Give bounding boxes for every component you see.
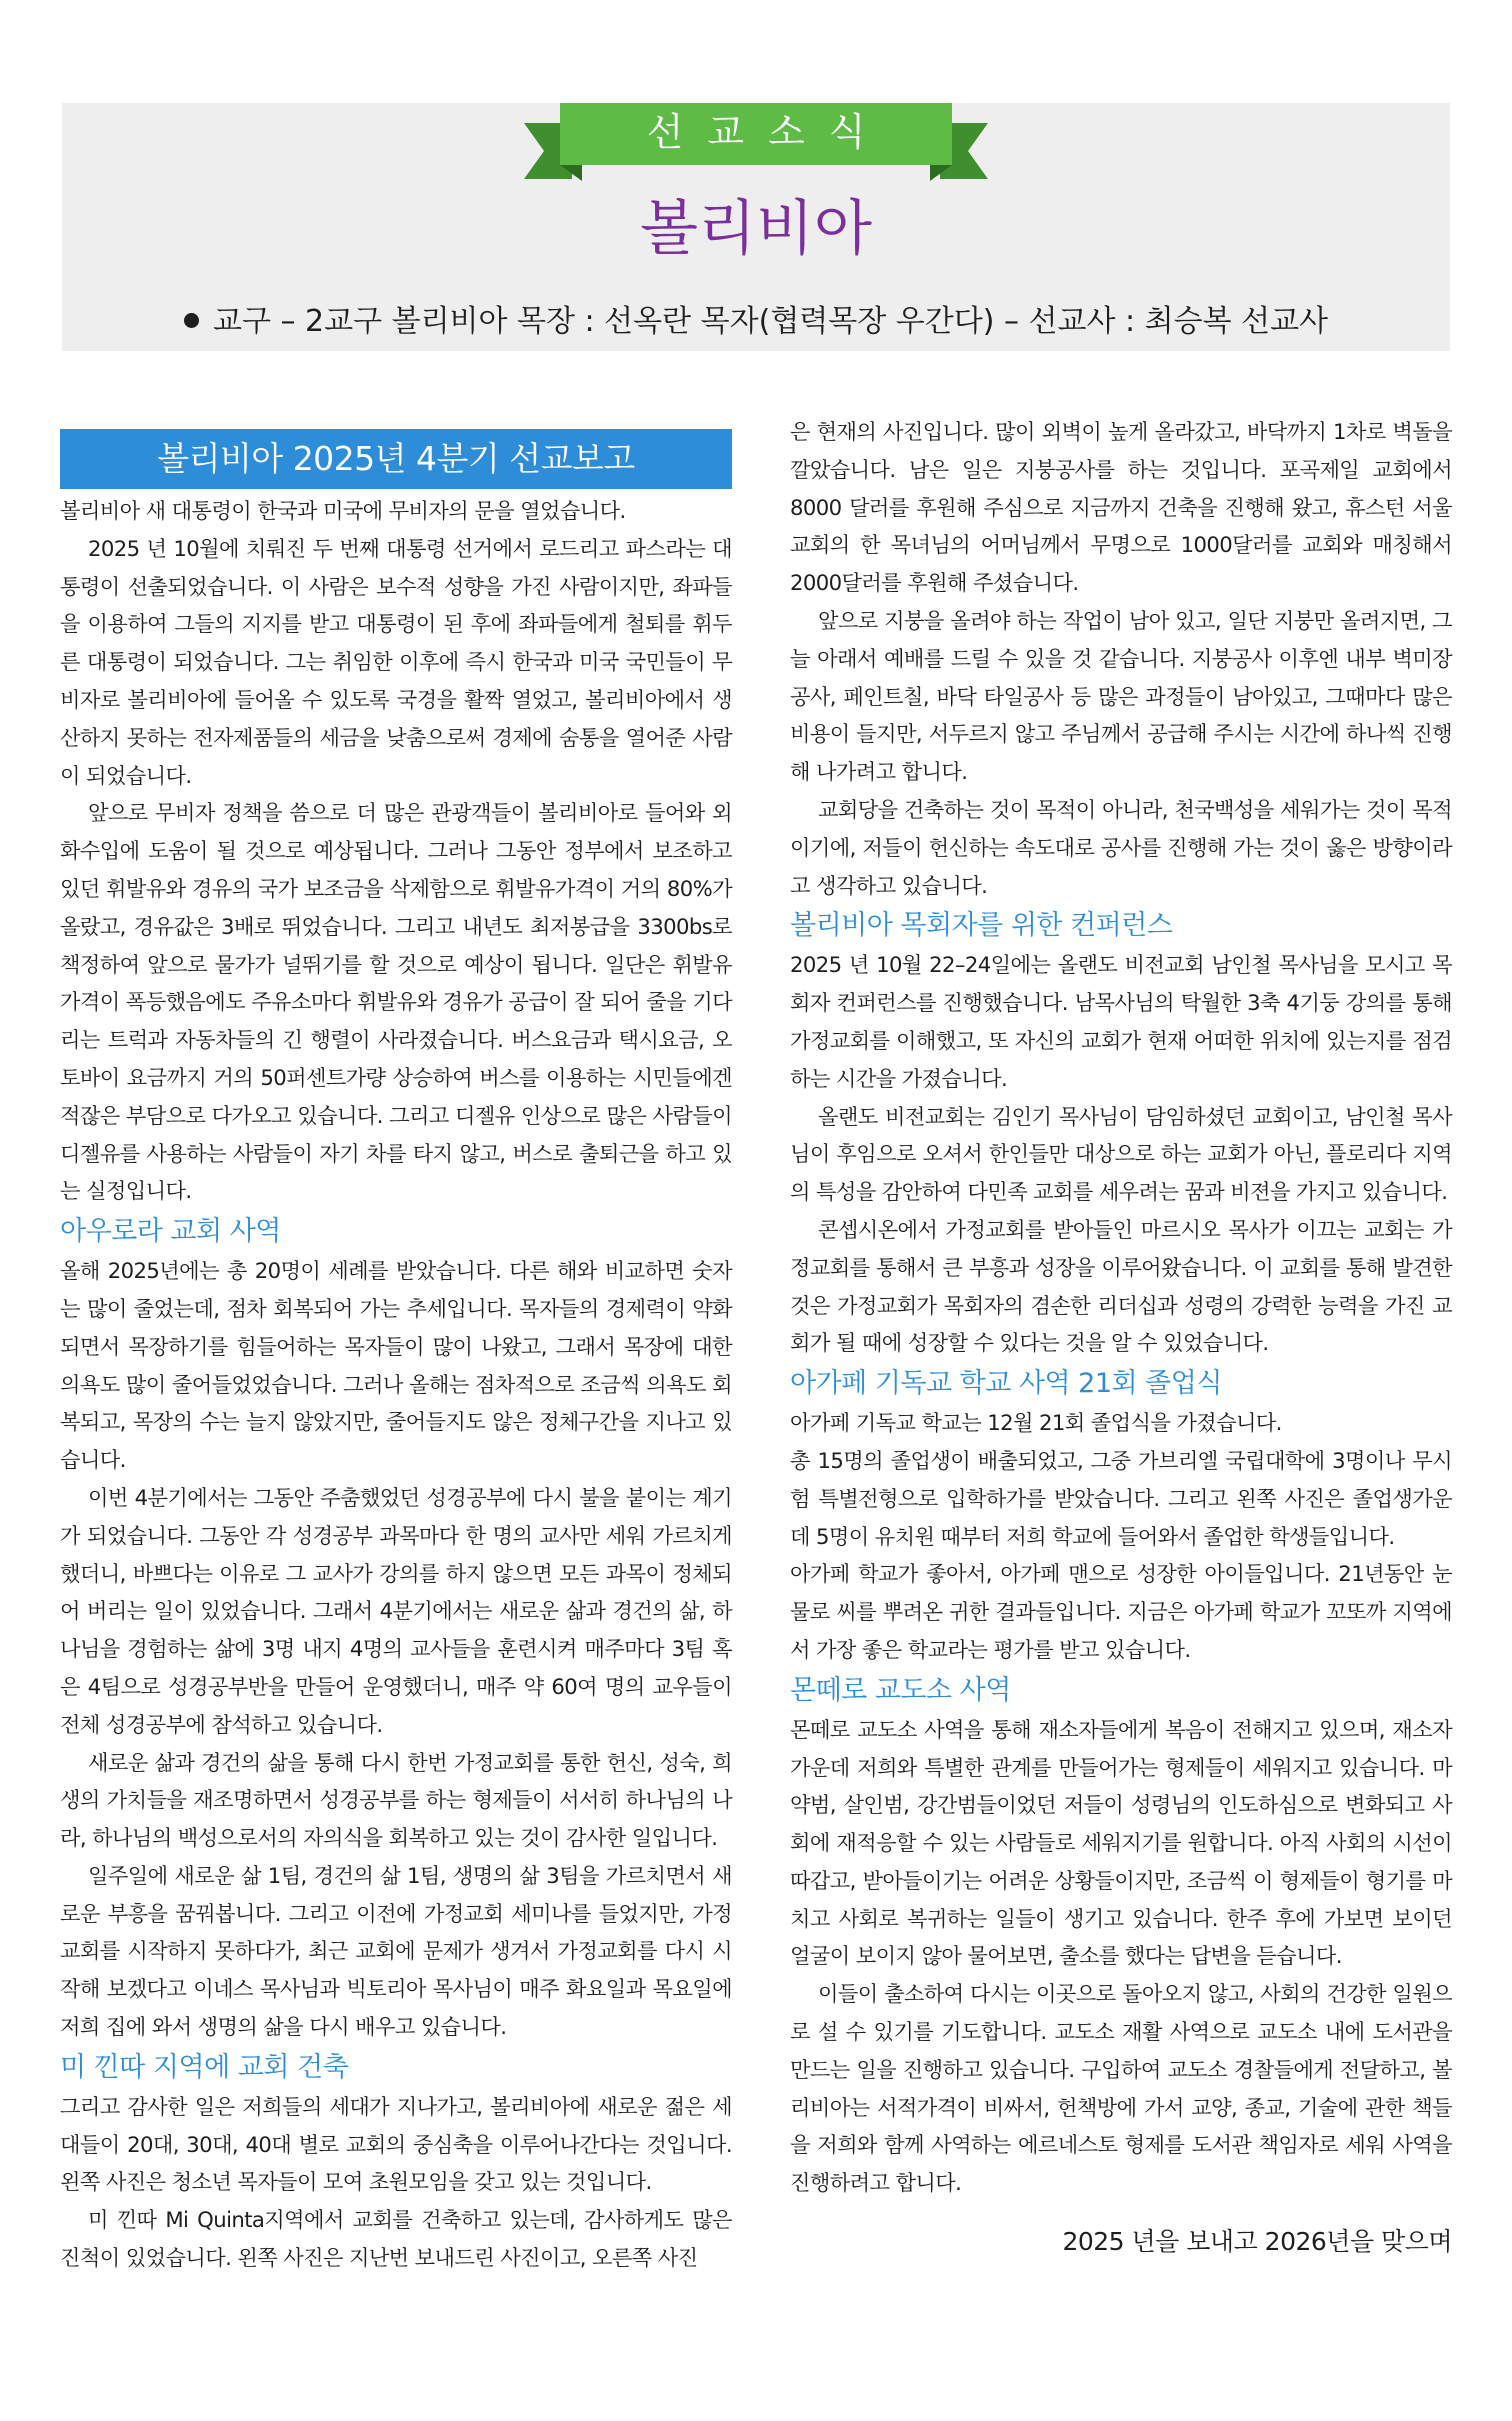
paragraph: 앞으로 지붕을 올려야 하는 작업이 남아 있고, 일단 지붕만 올려지면, 그늘 아래서 예배를 드릴 수 있을 것 같습니다. 지붕공사 이후엔 내부 벽미장공사, 페인트칠, 바닥 타일공사 등 많은 과정들이 남아있고, 그때마다 많은 비용이 들지만, 서두르지 않고 주님께서 공급해 주시는 시간에 하나씩 진행해 나가려고 합니다. — [790, 607, 1452, 785]
paragraph: 은 현재의 사진입니다. 많이 외벽이 높게 올라갔고, 바닥까지 1차로 벽돌을 깔았습니다. 남은 일은 지붕공사를 하는 것입니다. 포곡제일 교회에서 8000 달러를 후원해 주심으로 지금까지 건축을 진행해 왔고, 휴스턴 서울교회의 한 목녀님의 어머님께서 무명으로 1000달러를 교회와 매칭해서 2000달러를 후원해 주셨습니다. — [790, 419, 1452, 596]
paragraph: 교회당을 건축하는 것이 목적이 아니라, 천국백성을 세워가는 것이 목적이기에, 저들이 헌신하는 속도대로 공사를 진행해 가는 것이 옳은 방향이라고 생각하고 있습니다. — [790, 796, 1452, 898]
paragraph: 총 15명의 졸업생이 배출되었고, 그중 가브리엘 국립대학에 3명이나 무시험 특별전형으로 입학하가를 받았습니다. 그리고 왼쪽 사진은 졸업생가운데 5명이 유치원 때부터 저희 학교에 들어와서 졸업한 학생들입니다. — [790, 1447, 1452, 1549]
paragraph: 그리고 감사한 일은 저희들의 세대가 지나가고, 볼리비아에 새로운 젊은 세대들이 20대, 30대, 40대 별로 교회의 중심축을 이루어나간다는 것입니다. 왼쪽 사진은 청소년 목자들이 모여 초원모임을 갖고 있는 것입니다. — [60, 2093, 732, 2195]
header-banner — [62, 103, 1450, 351]
mission-info-text: 교구 – 2교구 볼리비아 목장 : 선옥란 목자(협력목장 우간다) – 선교사 : 최승복 선교사 — [212, 304, 1329, 339]
paragraph: 미 낀따 Mi Quinta지역에서 교회를 건축하고 있는데, 감사하게도 많은 진척이 있었습니다. 왼쪽 사진은 지난번 보내드린 사진이고, 오른쪽 사진 — [60, 2207, 732, 2271]
paragraph: 이번 4분기에서는 그동안 주춤했었던 성경공부에 다시 불을 붙이는 계기가 되었습니다. 그동안 각 성경공부 과목마다 한 명의 교사만 세워 가르치게 했더니, 바쁘다는 이유로 그 교사가 강의를 하지 않으면 모든 과목이 정체되어 버리는 일이 있었습니다. 그래서 4분기에서는 새로운 삶과 경건의 삶, 하나님을 경험하는 삶에 3명 내지 4명의 교사들을 훈련시켜 매주마다 3팀 혹은 4팀으로 성경공부반을 만들어 운영했더니, 매주 약 60여 명의 교우들이 전체 성경공부에 참석하고 있습니다. — [60, 1484, 732, 1737]
mission-info — [62, 303, 1450, 341]
section-title-building: 미 낀따 지역에 교회 건축 — [60, 2051, 349, 2083]
paragraph: 새로운 삶과 경건의 삶을 통해 다시 한번 가정교회를 통한 헌신, 성숙, 희생의 가치들을 재조명하면서 성경공부를 하는 형제들이 서서히 하나님의 나라, 하나님의 백성으로서의 자의식을 회복하고 있는 것이 감사한 일입니다. — [60, 1749, 732, 1851]
paragraph: 2025 년 10월에 치뤄진 두 번째 대통령 선거에서 로드리고 파스라는 대통령이 선출되었습니다. 이 사람은 보수적 성향을 가진 사람이지만, 좌파들을 이용하여 그들의 지지를 받고 대통령이 된 후에 좌파들에게 철퇴를 휘두른 대통령이 되었습니다. 그는 취임한 이후에 즉시 한국과 미국 국민들이 무비자로 볼리비아에 들어올 수 있도록 국경을 활짝 열었고, 볼리비아에서 생산하지 못하는 전자제품들의 세금을 낮춤으로써 경제에 숨통을 열어준 사람이 되었습니다. — [60, 535, 732, 788]
right-column — [790, 413, 1452, 2262]
report-title: 볼리비아 2025년 4분기 선교보고 — [60, 429, 732, 489]
country-title: 볼리비아 — [640, 194, 872, 264]
ribbon-label: 선교소식 — [646, 110, 890, 154]
bullet-icon — [184, 313, 199, 328]
paragraph: 올랜도 비전교회는 김인기 목사님이 담임하셨던 교회이고, 남인철 목사님이 후임으로 오셔서 한인들만 대상으로 하는 교회가 아닌, 플로리다 지역의 특성을 감안하여 다민족 교회를 세우려는 꿈과 비젼을 가지고 있습니다. — [790, 1103, 1452, 1205]
paragraph: 올해 2025년에는 총 20명이 세례를 받았습니다. 다른 해와 비교하면 숫자는 많이 줄었는데, 점차 회복되어 가는 추세입니다. 목자들의 경제력이 약화되면서 목장하기를 힘들어하는 목자들이 많이 나왔고, 그래서 목장에 대한 의욕도 많이 줄어들었었습니다. 그러나 올해는 점차적으로 조금씩 의욕도 회복되고, 목장의 수는 늘지 않았지만, 줄어들지도 않은 정체구간을 지나고 있습니다. — [60, 1258, 732, 1473]
section-ribbon — [62, 103, 1450, 193]
paragraph: 앞으로 무비자 정책을 씀으로 더 많은 관광객들이 볼리비아로 들어와 외화수입에 도움이 될 것으로 예상됩니다. 그러나 그동안 정부에서 보조하고 있던 휘발유와 경유의 국가 보조금을 삭제함으로 휘발유가격이 거의 80%가 올랐고, 경유값은 3배로 뛰었습니다. 그리고 내년도 최저봉급을 3300bs로 책정하여 앞으로 물가가 널뛰기를 할 것으로 예상이 됩니다. 일단은 휘발유가격이 폭등했음에도 주유소마다 휘발유와 경유가 공급이 잘 되어 줄을 기다리는 트럭과 자동차들의 긴 행렬이 사라졌습니다. 버스요금과 택시요금, 오토바이 요금까지 거의 50퍼센트가량 상승하여 버스를 이용하는 시민들에겐 적잖은 부담으로 다가오고 있습니다. 그리고 디젤유 인상으로 많은 사람들이 디젤유를 사용하는 사람들이 자기 차를 타지 않고, 버스로 출퇴근을 하고 있는 실정입니다. — [60, 800, 732, 1204]
left-column — [60, 429, 732, 2277]
paragraph: 2025 년 10월 22–24일에는 올랜도 비전교회 남인철 목사님을 모시고 목회자 컨퍼런스를 진행했습니다. 남목사님의 탁월한 3축 4기둥 강의를 통해 가정교회를 이해했고, 또 자신의 교회가 현재 어떠한 위치에 있는지를 점검하는 시간을 가졌습니다. — [790, 952, 1452, 1091]
section-title-aurora: 아우로라 교회 사역 — [60, 1216, 281, 1248]
paragraph: 아가페 기독교 학교는 12월 21회 졸업식을 가졌습니다. — [790, 1410, 1282, 1436]
paragraph: 아가페 학교가 좋아서, 아가페 맨으로 성장한 아이들입니다. 21년동안 눈물로 씨를 뿌려온 귀한 결과들입니다. 지금은 아가페 학교가 꼬또까 지역에서 가장 좋은 학교라는 평가를 받고 있습니다. — [790, 1561, 1452, 1662]
paragraph: 볼리비아 새 대통령이 한국과 미국에 무비자의 문을 열었습니다. — [60, 498, 626, 523]
paragraph: 일주일에 새로운 삶 1팀, 경건의 삶 1팀, 생명의 삶 3팀을 가르치면서 새로운 부흥을 꿈꿔봅니다. 그리고 이전에 가정교회 세미나를 들었지만, 가정교회를 시작하지 못하다가, 최근 교회에 문제가 생겨서 가정교회를 다시 시작해 보겠다고 이네스 목사님과 빅토리아 목사님이 매주 화요일과 목요일에 저희 집에 와서 생명의 삶을 다시 배우고 있습니다. — [60, 1862, 732, 2040]
paragraph: 콘셉시온에서 가정교회를 받아들인 마르시오 목사가 이끄는 교회는 가정교회를 통해서 큰 부흥과 성장을 이루어왔습니다. 이 교회를 통해 발견한 것은 가정교회가 목회자의 겸손한 리더십과 성령의 강력한 능력을 가진 교회가 될 때에 성장할 수 있다는 것을 알 수 있었습니다. — [790, 1216, 1452, 1356]
paragraph: 몬떼로 교도소 사역을 통해 재소자들에게 복음이 전해지고 있으며, 재소자 가운데 저희와 특별한 관계를 만들어가는 형제들이 세워지고 있습니다. 마약범, 살인범, 강간범들이었던 저들이 성령님의 인도하심으로 변화되고 사회에 재적응할 수 있는 사람들로 세워지기를 원합니다. 아직 사회의 시선이 따갑고, 받아들이기는 어려운 상황들이지만, 조금씩 이 형제들이 형기를 마치고 사회로 복귀하는 일들이 생기고 있습니다. 한주 후에 가보면 보이던 얼굴이 보이지 않아 물어보면, 출소를 했다는 답변을 듣습니다. — [790, 1716, 1452, 1969]
section-title-conference: 볼리비아 목회자를 위한 컨퍼런스 — [790, 910, 1173, 942]
paragraph: 이들이 출소하여 다시는 이곳으로 돌아오지 않고, 사회의 건강한 일원으로 설 수 있기를 기도합니다. 교도소 재활 사역으로 교도소 내에 도서관을 만드는 일을 진행하고 있습니다. 구입하여 교도소 경찰들에게 전달하고, 볼리비아는 서적가격이 비싸서, 헌책방에 가서 교양, 종교, 기술에 관한 책들을 저희와 함께 사역하는 에르네스토 형제를 도서관 책임자로 세워 사역을 진행하려고 합니다. — [790, 1981, 1452, 2196]
section-title-school: 아가페 기독교 학교 사역 21회 졸업식 — [790, 1368, 1222, 1400]
section-title-prison: 몬떼로 교도소 사역 — [790, 1674, 1011, 1706]
closing-line: 2025 년을 보내고 2026년을 맞으며 — [1062, 2227, 1452, 2257]
